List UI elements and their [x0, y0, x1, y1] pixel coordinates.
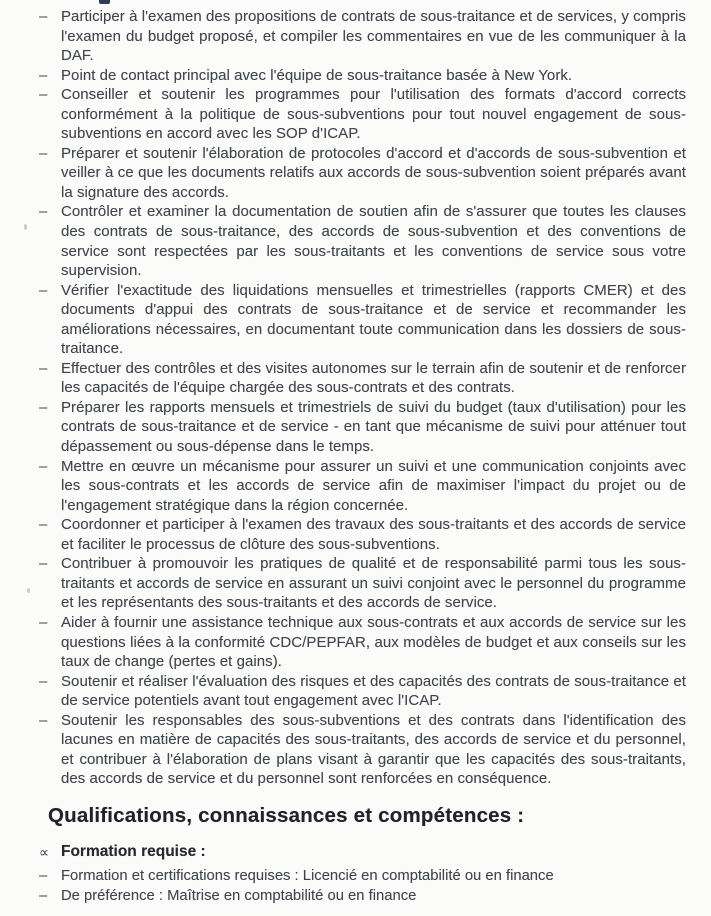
dash-bullet: –: [39, 888, 48, 905]
bullet-text: Participer à l'examen des propositions de contrats de sous-traitance et de services, y compris l'examen du budget proposé, et compiler les commentaires en vue de les communiquer à la DAF.: [61, 8, 686, 65]
responsibilities-list: [39, 7, 686, 789]
bullet-text: Soutenir et réaliser l'évaluation des risques et des capacités des contrats de sous-traitance et de service potentiels avant tout engagement avec l'ICAP.: [61, 672, 686, 710]
bullet-item: [39, 672, 686, 711]
dash-bullet: –: [39, 711, 48, 729]
dash-bullet: –: [39, 66, 48, 84]
dash-bullet: –: [39, 8, 48, 25]
subsection-title-text: Formation requise :: [61, 842, 206, 860]
bullet-text: Préparer et soutenir l'élaboration de protocoles d'accord et d'accords de sous-subvention et veiller à ce que les documents relatifs aux accords de sous-subvention soient préparés avant la signature des accords.: [61, 144, 686, 201]
bullet-text: Soutenir les responsables des sous-subventions et des contrats dans l'identification des lacunes en matière de capacités des sous-traitants, des accords de service et du personnel, et contribuer à l'élaboration de plans visant à garantir que les capacités des sous-traitants, des accords de service et du personnel sont renforcées en conséquence.: [61, 711, 686, 788]
bullet-text: Point de contact principal avec l'équipe de sous-traitance basée à New York.: [61, 66, 573, 84]
bullet-item: [39, 144, 686, 203]
bullet-text: Vérifier l'exactitude des liquidations mensuelles et trimestrielles (rapports CMER) et des documents d'appui des contrats de sous-traitance et de service et recommander les améliorations nécessaires, en documentant toute communication dans les dossiers de sous-traitance.: [61, 281, 686, 358]
bullet-text: Conseiller et soutenir les programmes pour l'utilisation des formats d'accord corrects conformément à la politique de sous-subventions pour tout nouvel engagement de sous-subventions en accord avec les SOP d'ICAP.: [61, 86, 686, 143]
dash-bullet: –: [39, 359, 48, 377]
bullet-text: Aider à fournir une assistance technique aux sous-contrats et aux accords de service sur les questions liées à la conformité CDC/PEPFAR, aux modèles de budget et aux conseils sur les taux de change (pertes et gains).: [61, 613, 686, 671]
bullet-text: Coordonner et participer à l'examen des travaux des sous-traitants et des accords de service et faciliter le processus de clôture des sous-subventions.: [61, 516, 686, 553]
section-heading: Qualifications, connaissances et compétences :: [48, 803, 525, 827]
bullet-text: Formation et certifications requises : Licencié en comptabilité ou en finance: [61, 867, 554, 884]
dash-bullet: –: [39, 281, 48, 299]
bullet-item: [39, 554, 686, 613]
bullet-item: [39, 202, 686, 280]
bullet-item: [39, 281, 686, 359]
dash-bullet: –: [39, 516, 48, 534]
bullet-item: [39, 515, 686, 554]
bullet-item: [39, 711, 686, 789]
proportional-marker-icon: ∝: [39, 843, 50, 860]
bullet-item: [39, 886, 686, 906]
bullet-text: Effectuer des contrôles et des visites autonomes sur le terrain afin de soutenir et de renforcer les capacités de l'équipe chargée des sous-contrats et des contrats.: [61, 359, 686, 397]
bullet-item: [39, 359, 686, 398]
dash-bullet: –: [39, 555, 48, 573]
bullet-text: Contrôler et examiner la documentation de soutien afin de s'assurer que toutes les clauses des contrats de sous-traitance, des accords de sous-subvention et des conventions de service sont respectées par les sous-traitants et les conventions de service sous votre supervision.: [61, 203, 686, 280]
dash-bullet: –: [39, 86, 48, 104]
bullet-item: [39, 613, 686, 672]
dash-bullet: –: [39, 457, 48, 475]
bullet-text: Préparer les rapports mensuels et trimestriels de suivi du budget (taux d'utilisation) pour les contrats de sous-traitance et de service - en tant que mécanisme de suivi pour atténuer tout dépassement ou sous-dépense dans le temps.: [61, 398, 686, 456]
bullet-item: [39, 66, 686, 86]
bullet-text: De préférence : Maîtrise en comptabilité ou en finance: [61, 888, 417, 905]
dash-bullet: –: [39, 144, 48, 162]
dash-bullet: –: [39, 398, 48, 416]
dash-bullet: –: [39, 613, 48, 631]
formation-items-list: [39, 866, 686, 906]
bullet-text: Mettre en œuvre un mécanisme pour assurer un suivi et une communication conjoints avec les sous-contrats et les accords de service afin de maximiser l'impact du projet ou de l'engagement stratégique dans la région concernée.: [61, 457, 686, 514]
subsection-title: [39, 842, 686, 861]
bullet-item: [39, 457, 686, 516]
bullet-item: [39, 85, 686, 144]
bullet-text: Contribuer à promouvoir les pratiques de qualité et de responsabilité parmi tous les sous-traitants et accords de service en assurant un suivi conjoint avec le personnel du programme et les représentants des sous-traitants et des accords de service.: [61, 555, 686, 612]
bullet-item: [39, 398, 686, 457]
bullet-item: [39, 7, 686, 66]
dash-bullet: –: [39, 203, 48, 221]
subsection-formation: [39, 842, 686, 906]
dash-bullet: –: [39, 672, 48, 690]
dash-bullet: –: [39, 867, 48, 884]
bullet-item: [39, 866, 686, 886]
